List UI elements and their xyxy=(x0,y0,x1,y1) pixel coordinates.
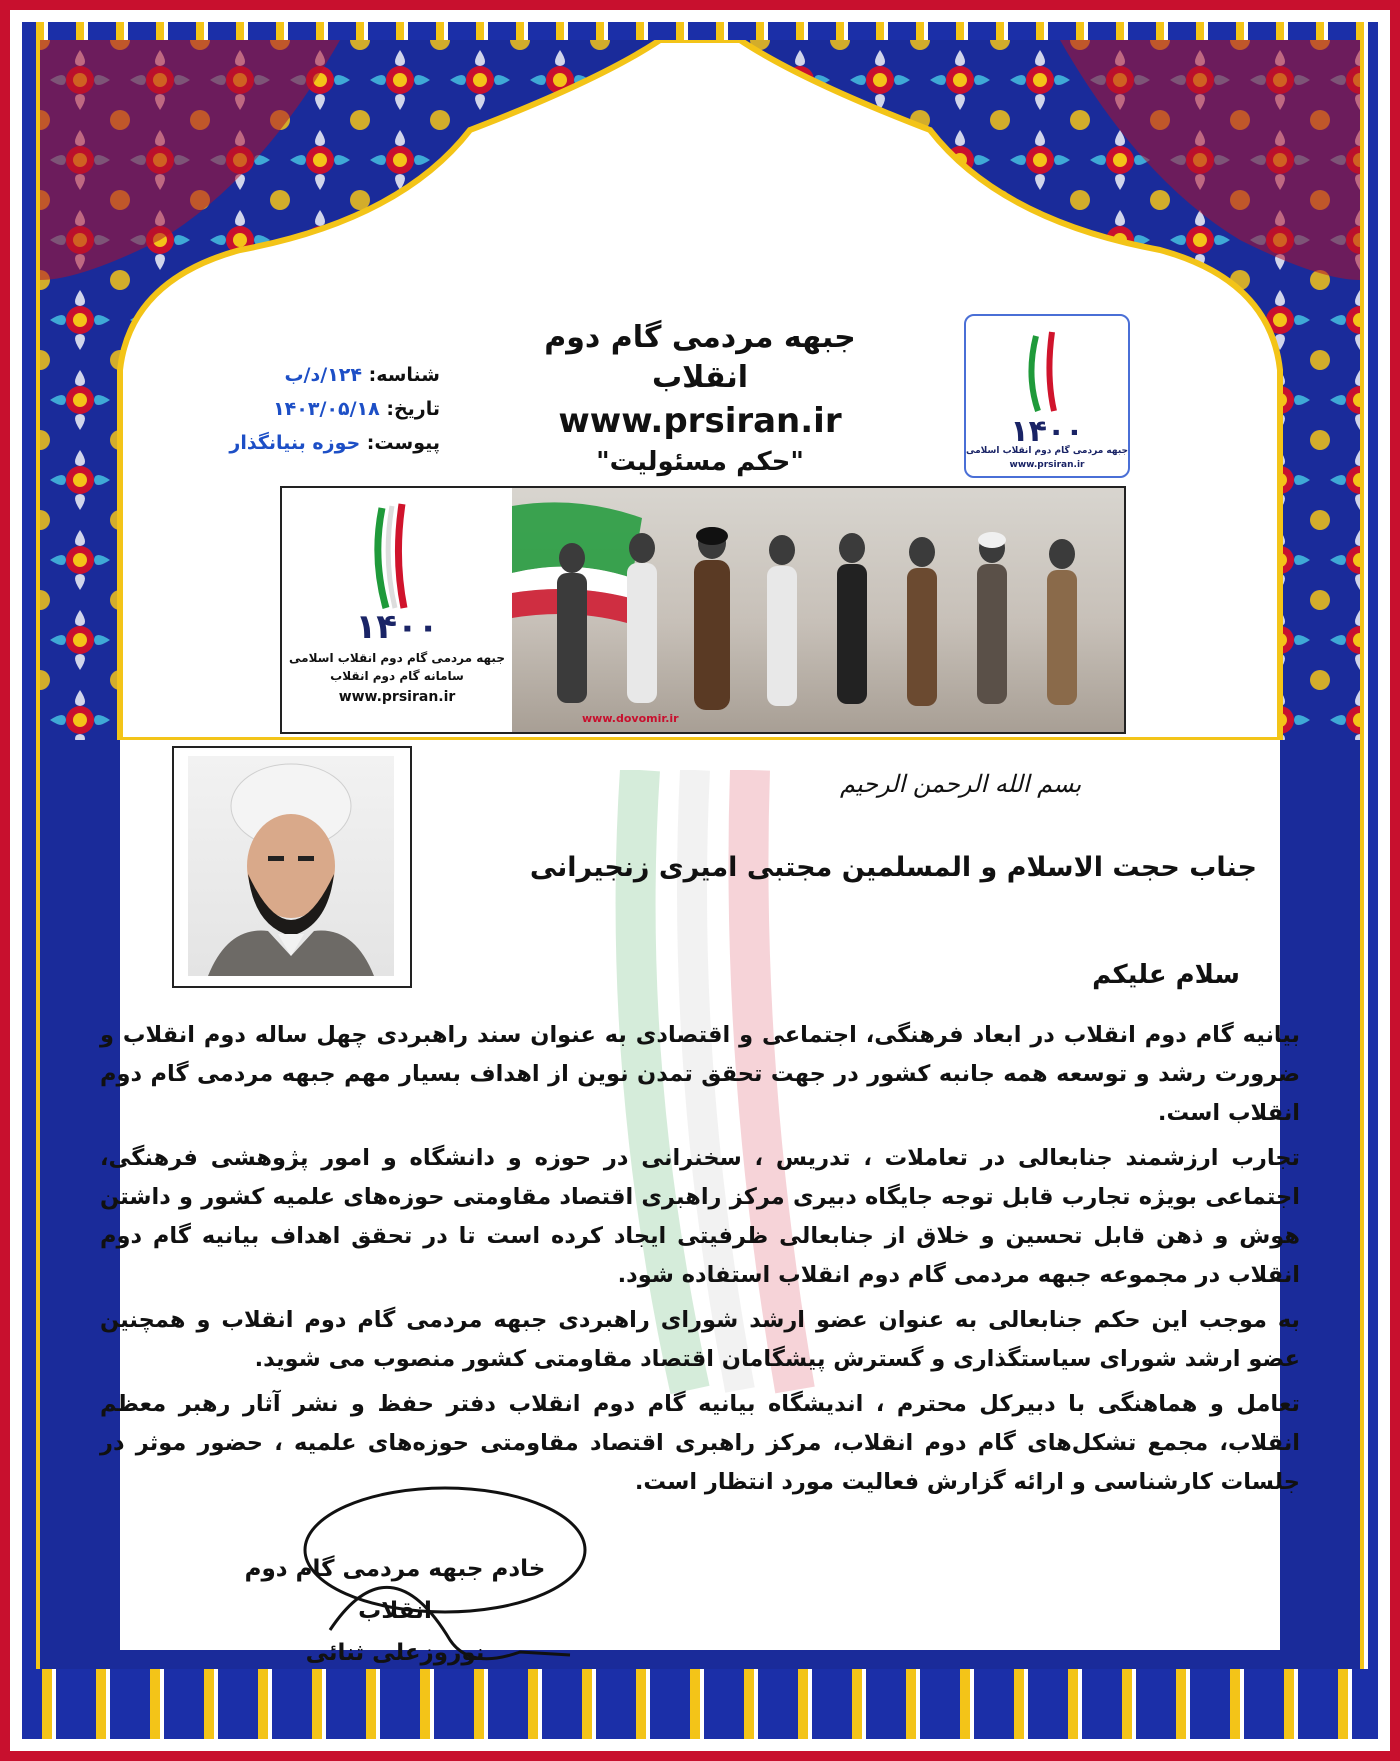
paragraph-1: بیانیه گام دوم انقلاب در ابعاد فرهنگی، اجتماعی و اقتصادی به عنوان سند راهبردی چهل ساله دوم انقلاب و ضرورت رشد و توسعه همه جانبه کشور در جهت تحقق تمدن نوین از اهداف بسیار مهم جبهه مردمی گام دوم انقلاب است. xyxy=(100,1022,1300,1126)
attachment-row xyxy=(229,426,440,460)
portrait-icon xyxy=(188,756,394,976)
motto: "حکم مسئولیت" xyxy=(596,447,804,477)
banner-logo-line2: سامانه گام دوم انقلاب xyxy=(330,669,464,683)
website-link[interactable]: www.prsiran.ir xyxy=(558,401,842,441)
attachment-value: حوزه بنیانگذار xyxy=(229,432,361,454)
date-label: تاریخ: xyxy=(386,398,440,420)
banner-logo-url: www.prsiran.ir xyxy=(338,689,456,705)
org-title: جبهه مردمی گام دوم انقلاب xyxy=(544,320,856,395)
document-info xyxy=(229,358,440,460)
banner-logo-line1: جبهه مردمی گام دوم انقلاب اسلامی xyxy=(289,651,505,665)
paragraph-2: تجارب ارزشمند جنابعالی در تعاملات ، تدریس ، سخنرانی در حوزه و دانشگاه و امور پژوهشی فرهنگی، اجتماعی بویژه تجارب قابل توجه جایگاه دبیری مرکز راهبری اقتصاد مقاومتی حوزه‌های علمیه کشور و داشتن هوش و ذهن قابل تحسین و خلاق از جنابعالی ظرفیتی ایجاد کرده است تا در تحقق اهداف بیانیه گام دوم انقلاب در مجموعه جبهه مردمی گام دوم انقلاب استفاده شود. xyxy=(100,1145,1300,1288)
letter-header xyxy=(500,318,900,480)
scene-url: www.dovomir.ir xyxy=(582,712,679,725)
recipient-name: جناب حجت الاسلام و المسلمین مجتبی امیری زنجیرانی xyxy=(529,852,1257,883)
id-value: ۱۲۴/د/ب xyxy=(284,364,362,386)
date-value: ۱۴۰۳/۰۵/۱۸ xyxy=(273,398,380,420)
recipient-photo xyxy=(188,756,394,976)
letter-body xyxy=(100,1016,1300,1508)
id-row xyxy=(229,358,440,392)
id-label: شناسه: xyxy=(368,364,440,386)
salutation: سلام علیکم xyxy=(1092,960,1240,990)
signer-title: خادم جبهه مردمی گام دوم انقلاب xyxy=(244,1556,546,1624)
basmala: بسم الله الرحمن الرحیم xyxy=(840,770,1082,798)
recipient-photo-frame xyxy=(172,746,412,988)
crowd-illustration xyxy=(512,488,1124,732)
svg-text:۱۴۰۰: ۱۴۰۰ xyxy=(355,607,439,647)
paragraph-4: تعامل و هماهنگی با دبیرکل محترم ، اندیشگاه بیانیه گام دوم انقلاب دفتر حفظ و نشر آثار رهبر معظم انقلاب، مجمع تشکل‌های گام دوم انقلاب، مرکز راهبری اقتصاد مقاومتی حوزه‌های علمیه ، حضور موثر در جلسات کارشناسی و ارائه گزارش فعالیت مورد انتظار است. xyxy=(100,1391,1300,1495)
logo-url: www.prsiran.ir xyxy=(1009,460,1085,470)
crowd-scene-icon xyxy=(512,488,1124,732)
banner-logo-panel xyxy=(282,488,512,732)
bottom-border-band xyxy=(22,1669,1378,1739)
date-row xyxy=(229,392,440,426)
attachment-label: پیوست: xyxy=(366,432,440,454)
svg-text:۱۴۰۰: ۱۴۰۰ xyxy=(1010,414,1084,449)
signer-name: نوروزعلی ثنائی xyxy=(305,1640,485,1666)
campaign-banner xyxy=(280,486,1126,734)
org-logo xyxy=(964,314,1130,478)
signature-block xyxy=(205,1548,585,1674)
banner-flag-logo-icon xyxy=(282,488,512,648)
logo-caption: جبهه مردمی گام دوم انقلاب اسلامی xyxy=(966,446,1128,456)
paragraph-3: به موجب این حکم جنابعالی به عنوان عضو ارشد شورای راهبردی جبهه مردمی گام دوم انقلاب و همچنین عضو ارشد شورای سیاستگذاری و گسترش پیشگامان اقتصاد مقاومتی کشور منصوب می شوید. xyxy=(100,1307,1300,1372)
